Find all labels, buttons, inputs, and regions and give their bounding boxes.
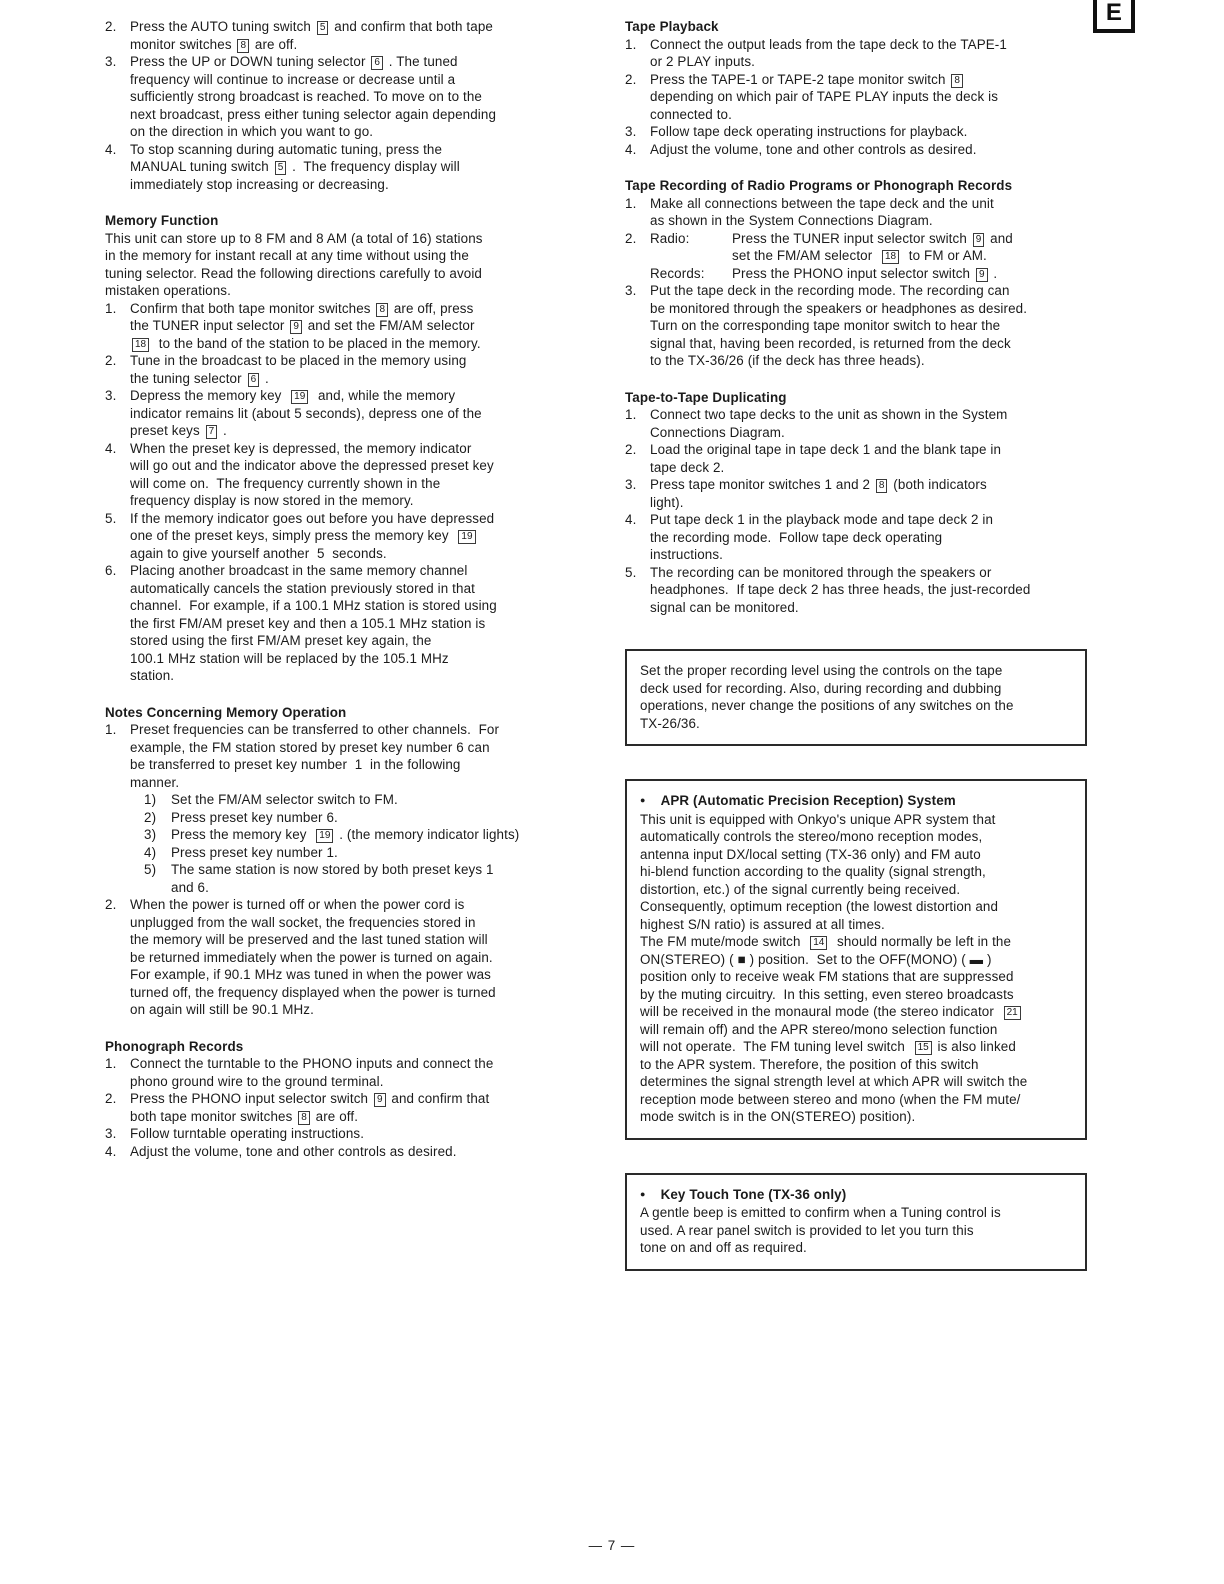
text-line: Set the FM/AM selector switch to FM. xyxy=(171,792,398,807)
item-body xyxy=(130,562,572,685)
text-line: hi-blend function according to the quality (signal strength, xyxy=(640,864,986,879)
text-line: sufficiently strong broadcast is reached. To move on to the xyxy=(130,89,482,104)
list-item xyxy=(105,721,572,896)
text-line: A gentle beep is emitted to confirm when a Tuning control is xyxy=(640,1205,1001,1220)
text-line: will be received in the monaural mode (the stereo indicator 21 xyxy=(640,1003,1073,1021)
bullet-icon: ● xyxy=(640,1188,646,1199)
text-line: phono ground wire to the ground terminal. xyxy=(130,1073,384,1089)
item-number: 5. xyxy=(105,510,117,526)
text-line: will remain off) and the APR stereo/mono selection function xyxy=(640,1021,998,1037)
text-line: manner. xyxy=(130,774,180,790)
text-line: be monitored through the speakers or headphones as desired. xyxy=(650,300,1028,316)
switch-ref-box: 8 xyxy=(951,74,963,88)
line-label: Radio: xyxy=(650,230,690,246)
list-item xyxy=(105,510,572,563)
text-line: again to give yourself another 5 seconds. xyxy=(130,545,387,561)
switch-ref-box: 19 xyxy=(458,530,475,544)
item-number: 3. xyxy=(105,388,117,403)
item-body xyxy=(650,406,1087,441)
item-number: 2. xyxy=(105,19,117,34)
item-number: 1. xyxy=(105,300,117,316)
text-line: The recording can be monitored through the speakers or xyxy=(650,564,992,580)
item-number: 4. xyxy=(105,141,117,157)
text-line: and 6. xyxy=(171,879,209,895)
list-item xyxy=(105,1143,572,1161)
labeled-line xyxy=(650,265,1087,283)
section-heading: Phonograph Records xyxy=(105,1038,244,1054)
list-item xyxy=(105,300,572,353)
sub-list-item xyxy=(130,826,572,844)
labeled-line xyxy=(650,230,1087,248)
item-number: 1. xyxy=(105,1056,117,1071)
list-item xyxy=(105,896,572,1019)
list-item xyxy=(105,387,572,440)
item-number: 5. xyxy=(625,564,637,580)
text-line: light). xyxy=(650,494,684,510)
callout-heading xyxy=(640,792,1073,810)
item-body xyxy=(130,721,572,896)
text-line: unplugged from the wall socket, the frequencies stored in xyxy=(130,914,476,930)
text-line: Press preset key number 6. xyxy=(171,809,338,825)
text-line: Press the UP or DOWN tuning selector 6 . The tuned xyxy=(130,54,458,69)
item-body xyxy=(650,476,1087,511)
item-number: 4. xyxy=(625,141,637,157)
item-number: 1) xyxy=(144,792,157,807)
text-line: distortion, etc.) of the signal currently being received. xyxy=(640,881,961,897)
right-column xyxy=(625,18,1087,1271)
switch-ref-box: 6 xyxy=(371,56,383,70)
text-section xyxy=(625,389,1087,617)
text-line: Placing another broadcast in the same memory channel xyxy=(130,563,468,578)
text-line: Preset frequencies can be transferred to other channels. For xyxy=(130,722,500,737)
item-number: 4. xyxy=(105,440,117,456)
text-line: Adjust the volume, tone and other controls as desired. xyxy=(650,141,977,157)
text-line: on the direction in which you want to go. xyxy=(130,124,374,139)
text-line: to the TX-36/26 (if the deck has three heads). xyxy=(650,353,925,368)
text-line: will not operate. The FM tuning level switch 15 is also linked xyxy=(640,1039,1016,1054)
text-line: by the muting circuitry. In this setting, even stereo broadcasts xyxy=(640,986,1014,1002)
item-body xyxy=(130,387,572,440)
switch-ref-box: 19 xyxy=(316,829,333,843)
text-line: Press tape monitor switches 1 and 2 8 (both indicators xyxy=(650,477,987,492)
text-section xyxy=(105,704,572,1019)
item-number: 2. xyxy=(105,1091,117,1106)
list-item xyxy=(625,230,1087,283)
text-line: Connect the turntable to the PHONO inputs and connect the xyxy=(130,1056,494,1071)
text-line: If the memory indicator goes out before you have depressed xyxy=(130,510,495,526)
item-body xyxy=(130,510,572,563)
text-line: frequency display is now stored in the memory. xyxy=(130,493,414,508)
item-body xyxy=(650,282,1087,370)
callout-title: APR (Automatic Precision Reception) System xyxy=(660,793,956,808)
item-number: 3. xyxy=(625,124,637,139)
text-line: used. A rear panel switch is provided to let you turn this xyxy=(640,1222,974,1238)
item-number: 4. xyxy=(625,512,637,527)
bullet-icon: ● xyxy=(640,795,646,805)
text-line: frequency will continue to increase or decrease until a xyxy=(130,71,456,87)
text-line: To stop scanning during automatic tuning, press the xyxy=(130,141,443,157)
item-number: 2. xyxy=(625,442,637,457)
text-line: When the preset key is depressed, the memory indicator xyxy=(130,440,472,456)
text-line: the memory will be preserved and the last tuned station will xyxy=(130,932,488,947)
text-line: be transferred to preset key number 1 in the following xyxy=(130,757,461,772)
item-number: 2) xyxy=(144,809,157,825)
text-line: be returned immediately when the power is turned on again. xyxy=(130,949,493,965)
text-line: highest S/N ratio) is assured at all times. xyxy=(640,916,885,932)
switch-ref-box: 9 xyxy=(973,233,985,247)
item-body xyxy=(130,141,572,194)
list-item xyxy=(625,406,1087,441)
item-number: 2. xyxy=(105,897,117,912)
text-line: monitor switches 8 are off. xyxy=(130,36,298,52)
list-item xyxy=(625,71,1087,124)
text-line: immediately stop increasing or decreasing. xyxy=(130,176,389,192)
item-number: 1. xyxy=(625,407,637,422)
list-item xyxy=(105,53,572,141)
item-body xyxy=(130,18,572,53)
list-item xyxy=(625,36,1087,71)
page-number: — 7 — xyxy=(588,1538,636,1553)
text-line: the first FM/AM preset key and then a 105.1 MHz station is xyxy=(130,615,486,631)
item-body xyxy=(130,300,572,353)
text-section xyxy=(625,177,1087,370)
list-item xyxy=(625,123,1087,141)
text-line: 18 to the band of the station to be placed in the memory. xyxy=(130,335,572,353)
switch-ref-box: 15 xyxy=(915,1041,932,1055)
text-line: MANUAL tuning switch 5 . The frequency display will xyxy=(130,159,460,174)
text-line: Press the AUTO tuning switch 5 and confirm that both tape xyxy=(130,19,493,34)
text-line: indicator remains lit (about 5 seconds), depress one of the xyxy=(130,405,482,421)
text-line: signal can be monitored. xyxy=(650,599,799,615)
text-line: Follow turntable operating instructions. xyxy=(130,1126,365,1141)
switch-ref-box: 6 xyxy=(248,373,260,387)
text-line: The same station is now stored by both preset keys 1 xyxy=(171,862,494,877)
item-body xyxy=(130,1125,572,1143)
text-line: or 2 PLAY inputs. xyxy=(650,54,756,69)
text-line: depending on which pair of TAPE PLAY inputs the deck is xyxy=(650,89,999,104)
text-line: will go out and the indicator above the depressed preset key xyxy=(130,458,494,473)
item-number: 4) xyxy=(144,844,157,860)
text-line: mode switch is in the ON(STEREO) position). xyxy=(640,1109,916,1124)
callout-heading xyxy=(640,1186,1073,1204)
text-section xyxy=(105,18,572,193)
text-line: This unit can store up to 8 FM and 8 AM (a total of 16) stations xyxy=(105,230,483,246)
item-number: 5) xyxy=(144,862,157,877)
section-heading: Memory Function xyxy=(105,213,219,228)
text-line: automatically cancels the station previously stored in that xyxy=(130,580,475,596)
text-line: Follow tape deck operating instructions for playback. xyxy=(650,124,968,139)
item-body xyxy=(130,1090,572,1125)
item-body xyxy=(130,1055,572,1090)
text-line: ON(STEREO) ( ■ ) position. Set to the OFF(MONO) ( ▬ ) xyxy=(640,951,992,967)
list-item xyxy=(625,282,1087,370)
callout-box xyxy=(625,779,1087,1140)
text-line: Press the TUNER input selector switch 9 and xyxy=(732,230,1013,246)
switch-ref-box: 8 xyxy=(237,39,249,53)
item-number: 3. xyxy=(625,283,637,298)
text-line: Put the tape deck in the recording mode. The recording can xyxy=(650,283,1010,298)
text-line: position only to receive weak FM stations that are suppressed xyxy=(640,969,1014,984)
text-line: automatically controls the stereo/mono reception modes, xyxy=(640,829,983,844)
text-line: Make all connections between the tape deck and the unit xyxy=(650,195,994,211)
switch-ref-box: 9 xyxy=(976,268,988,282)
list-item xyxy=(105,141,572,194)
section-heading: Tape Playback xyxy=(625,19,719,34)
text-line: mistaken operations. xyxy=(105,283,231,298)
list-item xyxy=(105,1090,572,1125)
item-body xyxy=(650,511,1087,564)
sub-list-item xyxy=(130,809,572,827)
text-line: as shown in the System Connections Diagram. xyxy=(650,213,933,228)
callout-box xyxy=(625,649,1087,746)
item-number: 1. xyxy=(625,36,637,52)
text-line: turned off, the frequency displayed when the power is turned xyxy=(130,984,496,1000)
list-item xyxy=(625,441,1087,476)
text-line: channel. For example, if a 100.1 MHz station is stored using xyxy=(130,598,497,613)
text-line: set the FM/AM selector 18 to FM or AM. xyxy=(732,248,987,263)
switch-ref-box: 21 xyxy=(1004,1006,1021,1020)
item-body xyxy=(130,1143,572,1161)
text-line: determines the signal strength level at which APR will switch the xyxy=(640,1074,1028,1089)
text-line: This unit is equipped with Onkyo's unique APR system that xyxy=(640,811,996,827)
text-section xyxy=(105,1038,572,1161)
text-line: in the memory for instant recall at any time without using the xyxy=(105,248,469,263)
switch-ref-box: 14 xyxy=(810,936,827,950)
item-body xyxy=(650,141,1087,159)
item-body xyxy=(650,230,1087,283)
text-line: Set the proper recording level using the controls on the tape xyxy=(640,663,1003,678)
callout-box xyxy=(625,1173,1087,1271)
item-body xyxy=(650,71,1087,124)
item-body xyxy=(650,441,1087,476)
text-line: Consequently, optimum reception (the lowest distortion and xyxy=(640,899,999,914)
item-number: 3) xyxy=(144,827,157,842)
switch-ref-box: 5 xyxy=(275,161,287,175)
text-line: TX-26/36. xyxy=(640,715,700,731)
text-line: tone on and off as required. xyxy=(640,1240,807,1255)
text-line: operations, never change the positions of any switches on the xyxy=(640,698,1014,713)
item-number: 3. xyxy=(105,54,117,69)
text-line: For example, if 90.1 MHz was tuned in when the power was xyxy=(130,967,491,982)
text-line: next broadcast, press either tuning selector again depending xyxy=(130,106,497,122)
text-line: tape deck 2. xyxy=(650,459,725,475)
text-line: Load the original tape in tape deck 1 and the blank tape in xyxy=(650,442,1002,457)
item-body xyxy=(171,861,572,896)
text-line: station. xyxy=(130,668,175,683)
text-line: both tape monitor switches 8 are off. xyxy=(130,1108,359,1124)
item-body xyxy=(171,844,572,862)
text-line: When the power is turned off or when the power cord is xyxy=(130,897,465,912)
item-number: 4. xyxy=(105,1143,117,1159)
switch-ref-box: 9 xyxy=(374,1093,386,1107)
text-line: Confirm that both tape monitor switches 8 are off, press xyxy=(130,300,474,316)
text-line: Put tape deck 1 in the playback mode and tape deck 2 in xyxy=(650,512,994,527)
section-heading: Tape Recording of Radio Programs or Phonograph Records xyxy=(625,178,1013,193)
item-number: 2. xyxy=(625,71,637,87)
item-body xyxy=(650,36,1087,71)
text-line: The FM mute/mode switch 14 should normally be left in the xyxy=(640,934,1012,949)
line-label: Records: xyxy=(650,265,705,281)
list-item xyxy=(105,18,572,53)
text-line: instructions. xyxy=(650,547,724,562)
text-line: Press the TAPE-1 or TAPE-2 tape monitor switch 8 xyxy=(650,71,1087,89)
list-item xyxy=(105,352,572,387)
switch-ref-box: 18 xyxy=(882,250,899,264)
text-section xyxy=(105,212,572,685)
text-line: Depress the memory key 19 and, while the memory xyxy=(130,388,456,403)
item-body xyxy=(130,440,572,510)
list-item xyxy=(105,1055,572,1090)
text-line: Press the memory key 19 . (the memory indicator lights) xyxy=(171,827,520,842)
section-heading: Tape-to-Tape Duplicating xyxy=(625,389,787,405)
text-line: the TUNER input selector 9 and set the FM/AM selector xyxy=(130,318,475,333)
item-number: 3. xyxy=(105,1126,117,1141)
callout-title: Key Touch Tone (TX-36 only) xyxy=(660,1186,847,1202)
text-section xyxy=(625,18,1087,158)
list-item xyxy=(625,141,1087,159)
list-item xyxy=(625,564,1087,617)
text-line: antenna input DX/local setting (TX-36 only) and FM auto xyxy=(640,846,981,862)
item-number: 2. xyxy=(625,230,637,246)
item-number: 6. xyxy=(105,563,117,578)
text-line: deck used for recording. Also, during recording and dubbing xyxy=(640,680,1002,696)
switch-ref-box: 7 xyxy=(206,425,218,439)
section-heading: Notes Concerning Memory Operation xyxy=(105,704,347,720)
list-item xyxy=(105,1125,572,1143)
text-line: headphones. If tape deck 2 has three heads, the just-recorded xyxy=(650,582,1031,597)
item-number: 1. xyxy=(625,195,637,211)
text-line: to the APR system. Therefore, the position of this switch xyxy=(640,1056,979,1072)
list-item xyxy=(625,511,1087,564)
switch-ref-box: 8 xyxy=(298,1111,310,1125)
item-body xyxy=(650,195,1087,230)
item-body xyxy=(650,564,1087,617)
text-line: preset keys 7 . xyxy=(130,423,227,438)
item-number: 3. xyxy=(625,477,637,492)
text-line: Tune in the broadcast to be placed in the memory using xyxy=(130,353,467,368)
item-body xyxy=(130,352,572,387)
left-column xyxy=(105,18,572,1160)
item-number: 1. xyxy=(105,722,117,737)
list-item xyxy=(625,195,1087,230)
text-line: will come on. The frequency currently shown in the xyxy=(130,475,441,491)
text-line: Connect the output leads from the tape deck to the TAPE-1 xyxy=(650,36,1007,52)
item-body xyxy=(650,123,1087,141)
text-line: reception mode between stereo and mono (when the FM mute/ xyxy=(640,1091,1021,1107)
text-line: 100.1 MHz station will be replaced by the 105.1 MHz xyxy=(130,650,449,666)
text-line: Connections Diagram. xyxy=(650,424,785,440)
text-line: connected to. xyxy=(650,106,732,122)
switch-ref-box: 19 xyxy=(291,390,308,404)
item-body xyxy=(171,791,572,809)
text-line: example, the FM station stored by preset key number 6 can xyxy=(130,739,490,755)
switch-ref-box: 5 xyxy=(317,21,329,35)
text-line: Connect two tape decks to the unit as shown in the System xyxy=(650,407,1008,422)
text-line: Press preset key number 1. xyxy=(171,844,338,860)
item-body xyxy=(130,896,572,1019)
text-line: tuning selector. Read the following directions carefully to avoid xyxy=(105,265,482,281)
text-line: Press the PHONO input selector switch 9 . xyxy=(732,265,998,281)
switch-ref-box: 18 xyxy=(132,338,149,352)
switch-ref-box: 9 xyxy=(290,320,302,334)
text-line: Press the PHONO input selector switch 9 and confirm that xyxy=(130,1091,490,1106)
item-body xyxy=(171,809,572,827)
sub-list-item xyxy=(130,791,572,809)
text-line: the recording mode. Follow tape deck operating xyxy=(650,529,943,545)
item-number: 2. xyxy=(105,353,117,368)
sub-list-item xyxy=(130,844,572,862)
text-line: Adjust the volume, tone and other controls as desired. xyxy=(130,1143,457,1159)
text-line: signal that, having been recorded, is returned from the deck xyxy=(650,335,1011,351)
item-body xyxy=(130,53,572,141)
item-body xyxy=(171,826,572,844)
edition-badge: E xyxy=(1093,0,1135,33)
text-line: on again will still be 90.1 MHz. xyxy=(130,1002,314,1017)
list-item xyxy=(105,440,572,510)
switch-ref-box: 8 xyxy=(376,303,388,317)
list-item xyxy=(105,562,572,685)
list-item xyxy=(625,476,1087,511)
text-line: one of the preset keys, simply press the memory key 19 xyxy=(130,527,572,545)
sub-list-item xyxy=(130,861,572,896)
text-line: stored using the first FM/AM preset key again, the xyxy=(130,633,432,648)
switch-ref-box: 8 xyxy=(876,479,888,493)
text-line: the tuning selector 6 . xyxy=(130,370,269,386)
text-line: Turn on the corresponding tape monitor switch to hear the xyxy=(650,318,1001,333)
